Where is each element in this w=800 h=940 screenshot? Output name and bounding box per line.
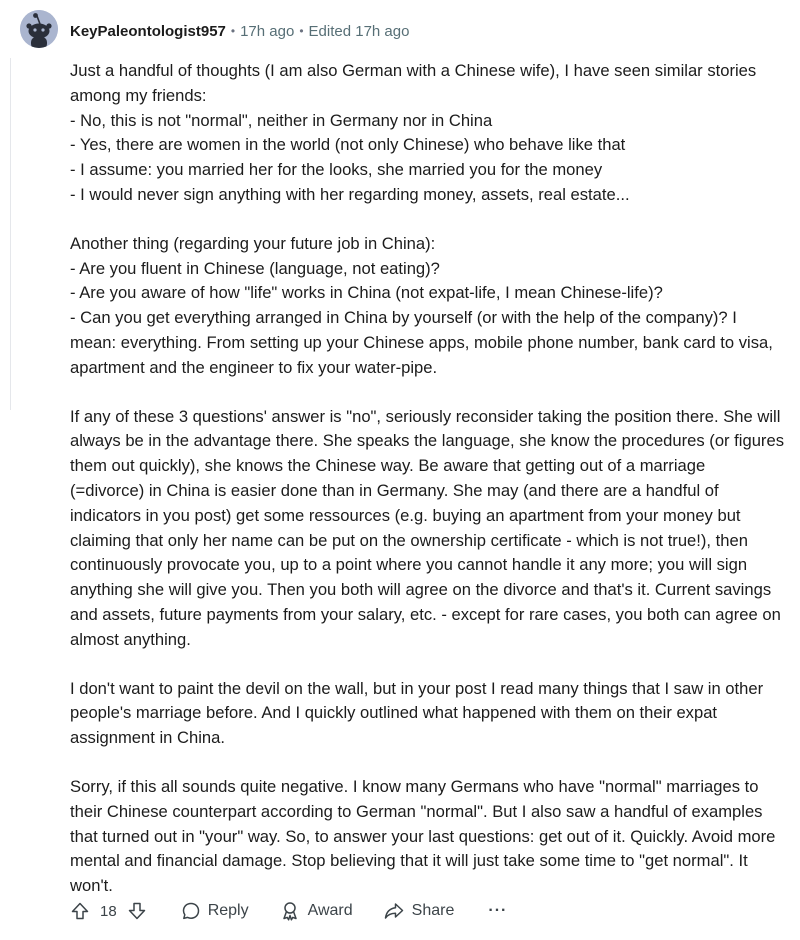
comment-paragraph: If any of these 3 questions' answer is "no", seriously reconsider taking the position there. She will always be in the advantage there. She speaks the language, she know the procedures (or figures them out quickly), she knows the Chinese way. Be aware that getting out of a marriage (=divorce) in China is easier done than in Germany. She may (and there are a handful of indicators in you post) get some ressources (e.g. buying an apartment from your money but claiming that only her name can be put on the ownership certificate - which is not true!), then continuously provocate you, up to a point where you cannot handle it any more; you will sign anything she will give you. Then you both will agree on the divorce and that's it. Current savings and assets, future payments from your salary, etc. - except for rare cases, you both can agree on almost anything. [70, 406, 784, 649]
arrow-down-icon [127, 901, 147, 921]
comment-paragraph: Just a handful of thoughts (I am also German with a Chinese wife), I have seen similar stories among my friends: - No, this is not "normal", neither in Germany nor in China - Yes, there are women in the world (not only Chinese) who behave like that - I assume: you married her for the looks, she married you for the money - I would never sign anything with her regarding money, assets, real estate... [70, 61, 757, 204]
award-label: Award [307, 902, 353, 919]
downvote-button[interactable] [123, 896, 151, 926]
comment-paragraph: I don't want to paint the devil on the wall, but in your post I read many things that I saw in other people's marriage before. And I quickly outlined what happened with them on their expat assignment in China. [70, 678, 764, 748]
share-arrow-icon [383, 901, 405, 921]
upvote-button[interactable] [66, 896, 94, 926]
comment-paragraph: Another thing (regarding your future job in China): - Are you fluent in Chinese (language, not eating)? - Are you aware of how "life" works in China (not expat-life, I mean Chinese-life)? - Can you get everything arranged in China by yourself (or with the help of the company)? I mean: everything. From setting up your Chinese apps, mobile phone number, bank card to visa, apartment and the engineer to fix your water-pipe. [70, 233, 773, 377]
snoo-avatar-icon [20, 10, 58, 48]
edited-label: Edited 17h ago [308, 22, 410, 40]
more-options-button[interactable] [484, 896, 511, 926]
comment-paragraph: Sorry, if this all sounds quite negative. I know many Germans who have "normal" marriages to their Chinese counterpart according to German "normal". But I also saw a handful of examples that turned out in "your" way. So, to answer your last questions: get out of it. Quickly. Avoid more mental and financial damage. Stop believing that it will just take some time to "get normal". It won't. [70, 776, 776, 896]
more-options-label: ··· [488, 902, 508, 919]
comment-actions [66, 896, 511, 926]
username[interactable]: KeyPaleontologist957 [70, 22, 226, 40]
vote-count: 18 [100, 902, 117, 920]
avatar[interactable] [20, 10, 58, 48]
award-icon [279, 901, 301, 921]
timestamp[interactable]: 17h ago [240, 22, 295, 40]
share-button[interactable] [379, 896, 459, 926]
speech-bubble-icon [181, 901, 201, 921]
thread-line[interactable] [10, 58, 11, 410]
reply-label: Reply [207, 902, 249, 919]
comment-body [70, 59, 784, 923]
separator-dot: • [299, 24, 304, 38]
separator-dot: • [230, 24, 236, 38]
comment-meta [70, 20, 409, 42]
arrow-up-icon [70, 901, 90, 921]
reply-button[interactable] [177, 896, 253, 926]
share-label: Share [411, 902, 455, 919]
award-button[interactable] [275, 896, 357, 926]
